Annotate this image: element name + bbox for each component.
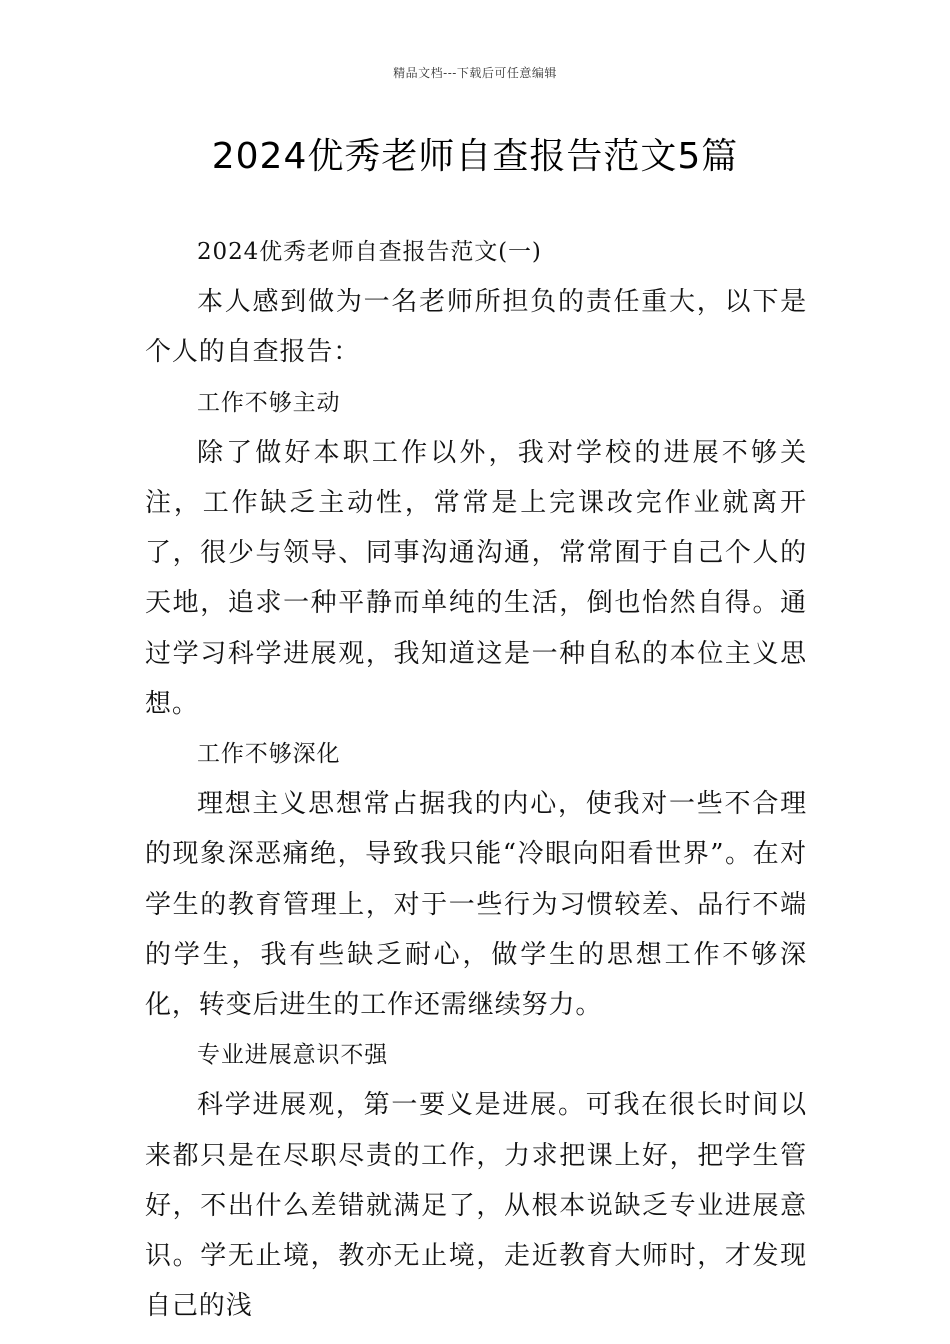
body-paragraph: 理想主义思想常占据我的内心，使我对一些不合理的现象深恶痛绝，导致我只能“冷眼向阳看世界”。在对学生的教育管理上，对于一些行为习惯较差、品行不端的学生，我有些缺乏耐心，做学生的思想工作不够深化，转变后进生的工作还需继续努力。	[145, 789, 807, 1021]
body-paragraph: 科学进展观，第一要义是进展。可我在很长时间以来都只是在尽职尽责的工作，力求把课上好，把学生管好，不出什么差错就满足了，从根本说缺乏专业进展意识。学无止境，教亦无止境，走近教育大师时，才发现自己的浅	[145, 1090, 807, 1322]
section-heading: 专业进展意识不强	[197, 1042, 389, 1069]
body-paragraph: 除了做好本职工作以外，我对学校的进展不够关注，工作缺乏主动性，常常是上完课改完作业就离开了，很少与领导、同事沟通沟通，常常囿于自己个人的天地，追求一种平静而单纯的生活，倒也怡然自得。通过学习科学进展观，我知道这是一种自私的本位主义思想。	[145, 437, 807, 719]
document-title: 2024优秀老师自查报告范文5篇	[211, 136, 739, 177]
section-heading: 工作不够主动	[197, 389, 341, 416]
intro-paragraph: 本人感到做为一名老师所担负的责任重大，以下是个人的自查报告：	[145, 287, 807, 368]
section-subtitle: 2024优秀老师自查报告范文(一)	[197, 239, 542, 265]
document-body	[145, 227, 807, 1331]
section-heading: 工作不够深化	[197, 741, 341, 768]
page-header: 精品文档---下载后可任意编辑	[393, 66, 557, 80]
